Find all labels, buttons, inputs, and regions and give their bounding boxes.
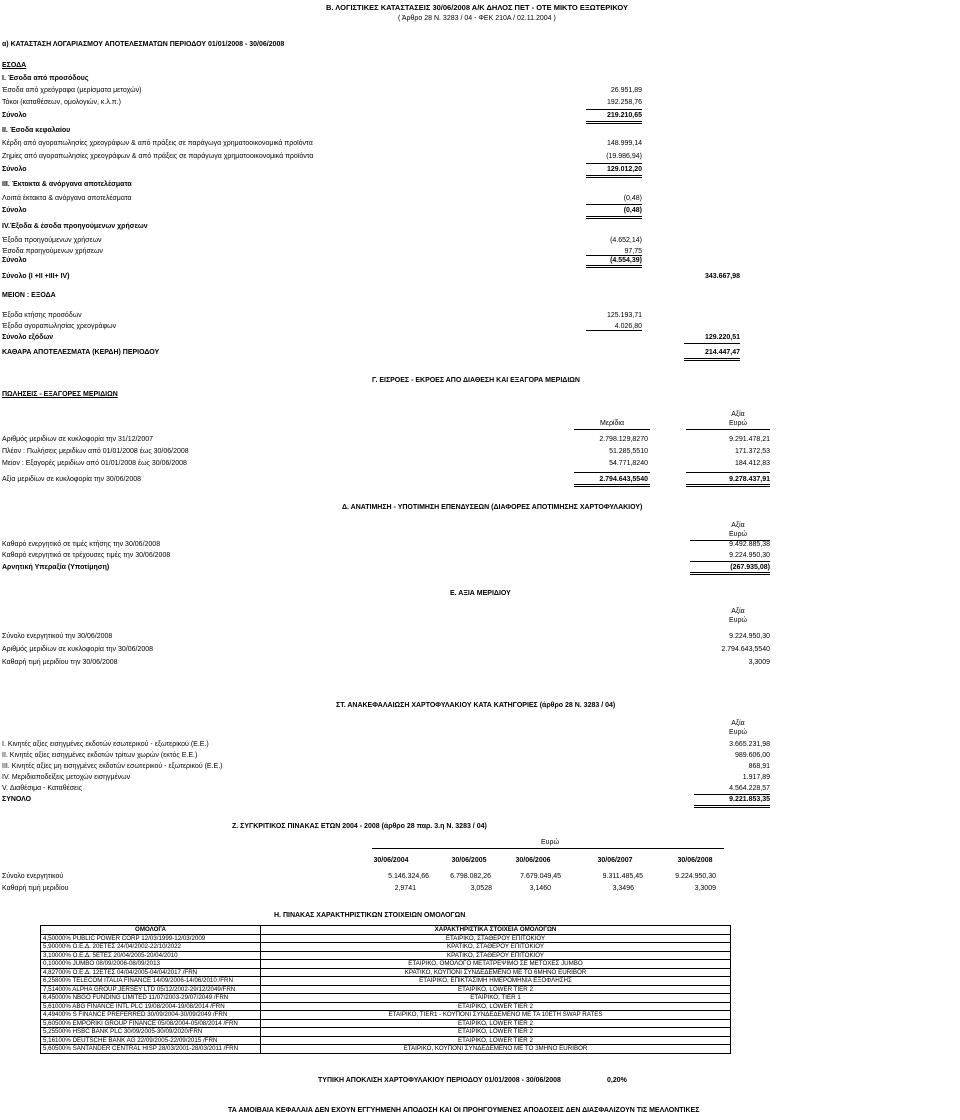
valuation-col-2: Ευρώ	[729, 531, 747, 538]
expense-row-label: Έξοδα κτήσης προσόδων	[2, 312, 82, 319]
bond-features: ΕΤΑΙΡΙΚΟ, TIER1 - ΚΟΥΠΟΝΙ ΣΥΝΔΕΔΕΜΕΝΟ ΜΕ ΤΑ 10ΕΤΗ SWAP RATES	[261, 1011, 731, 1020]
portfolio-row-value: 1.917,89	[742, 774, 770, 781]
section-3-total: (0,48)	[623, 207, 642, 214]
bond-features: ΕΤΑΙΡΙΚΟ, LOWER TIER 2	[261, 985, 731, 994]
total-double-rule	[586, 216, 642, 219]
flows-row-units: 51.285,5510	[609, 448, 648, 455]
bond-name: 5,90000% Ο.Ε.Δ. 20ΕΤΕΣ 24/04/2002-22/10/2022	[41, 943, 261, 952]
portfolio-row-label: ΙV. Μεριδιαποδείξεις μετοχών εισηγμένων	[2, 774, 131, 781]
results-title: α) ΚΑΤΑΣΤΑΣΗ ΛΟΓΑΡΙΑΣΜΟΥ ΑΠΟΤΕΛΕΣΜΑΤΩΝ ΠΕΡΙΟΔΟΥ 01/01/2008 - 30/06/2008	[2, 41, 285, 48]
bond-name: 6,25800% TELECOM ITALIA FINANCE 14/09/2006-14/06/2010 /FRN	[41, 977, 261, 986]
unit-value-row-value: 2.794.643,5540	[721, 646, 770, 653]
total-double-rule	[586, 121, 642, 124]
std-deviation-label: ΤΥΠΙΚΗ ΑΠΟΚΛΙΣΗ ΧΑΡΤΟΦΥΛΑΚΙΟΥ ΠΕΡΙΟΔΟΥ 01/01/2008 - 30/06/2008	[318, 1077, 561, 1084]
grand-total-label: Σύνολο (Ι +ΙΙ +ΙΙΙ+ ΙV)	[2, 273, 70, 280]
comparison-row-label: Σύνολο ενεργητικού	[2, 873, 64, 880]
flows-total-label: Αξία μεριδίων σε κυκλοφορία την 30/06/2008	[2, 476, 142, 483]
portfolio-col-1: Αξία	[731, 720, 745, 727]
flows-subtitle: ΠΩΛΗΣΕΙΣ - ΕΞΑΓΟΡΕΣ ΜΕΡΙΔΙΩΝ	[2, 391, 118, 398]
bond-name: 4,50000% PUBLIC POWER CORP 12/03/1999-12/03/2009	[41, 934, 261, 943]
section-1-row-label: Έσοδα από χρεόγραφα (μερίσματα μετοχών)	[2, 87, 142, 94]
section-3-heading: ΙΙΙ. Έκτακτα & ανόργανα αποτελέσματα	[2, 181, 132, 188]
section-4-row-value: 97,75	[624, 248, 642, 255]
subtotal-rule	[684, 343, 740, 344]
subtotal-rule	[686, 472, 770, 473]
valuation-col-1: Αξία	[731, 522, 745, 529]
flows-row-units: 2.798.129,8270	[599, 436, 648, 443]
comparison-title: Ζ. ΣΥΓΚΡΙΤΙΚΟΣ ΠΙΝΑΚΑΣ ΕΤΩΝ 2004 - 2008 (άρθρο 28 παρ. 3.η Ν. 3283 / 04)	[232, 823, 487, 830]
section-3-row-value: (0,48)	[623, 195, 642, 202]
flows-row-value: 9.291.478,21	[729, 436, 770, 443]
subtotal-rule	[586, 163, 642, 164]
table-row	[41, 994, 731, 1003]
table-row	[41, 968, 731, 977]
section-4-heading: ΙV.Έξοδα & έσοδα προηγούμενων χρήσεων	[2, 223, 148, 230]
table-row	[41, 934, 731, 943]
portfolio-row-label: ΙΙ. Κινητές αξίες εισηγμένες εκδοτών τρίτων χωρών (εκτός Ε.Ε.)	[2, 752, 198, 759]
section-1-row-value: 26.951,89	[610, 87, 642, 94]
bond-name: 5,16100% DEUTSCHE BANK AG 22/09/2005-22/09/2015 /FRN	[41, 1036, 261, 1045]
section-2-row-value: 148.999,14	[606, 140, 642, 147]
section-2-total-label: Σύνολο	[2, 166, 27, 173]
section-1-row-value: 192.258,76	[606, 99, 642, 106]
comparison-date: 30/06/2007	[597, 857, 633, 864]
total-double-rule	[574, 484, 650, 487]
section-3-total-label: Σύνολο	[2, 207, 27, 214]
portfolio-row-value: 3.665.231,98	[729, 741, 770, 748]
disclaimer: ΤΑ ΑΜΟΙΒΑΙΑ ΚΕΦΑΛΑΙΑ ΔΕΝ ΕΧΟΥΝ ΕΓΓΥΗΜΕΝΗ ΑΠΟΔΟΣΗ ΚΑΙ ΟΙ ΠΡΟΗΓΟΥΜΕΝΕΣ ΑΠΟΔΟΣΕΙΣ ΔΕΝ ΔΙΑΣΦΑΛΙΖΟΥΝ ΤΙΣ ΜΕΛΛΟΝΤΙΚΕΣ	[228, 1107, 700, 1114]
table-row	[41, 951, 731, 960]
comparison-date: 30/06/2008	[677, 857, 713, 864]
unit-value-row-value: 3,3009	[748, 659, 770, 666]
expenses-heading: ΜΕΙΟΝ : ΕΞΟΔΑ	[2, 292, 56, 299]
net-result: 214.447,47	[704, 349, 740, 356]
unit-value-title: Ε. ΑΞΙΑ ΜΕΡΙΔΙΟΥ	[450, 590, 511, 597]
document-title: Β. ΛΟΓΙΣΤΙΚΕΣ ΚΑΤΑΣΤΑΣΕΙΣ 30/06/2008 Α/Κ ΔΗΛΟΣ ΠΕΤ - ΟΤΕ ΜΙΚΤΟ ΕΞΩΤΕΡΙΚΟΥ	[326, 3, 629, 12]
expense-row-value: 4.026,80	[614, 323, 642, 330]
portfolio-col-2: Ευρώ	[729, 729, 747, 736]
expense-row-value: 125.193,71	[606, 312, 642, 319]
bond-features: ΕΤΑΙΡΙΚΟ, ΣΤΑΘΕΡΟΥ ΕΠΙΤΟΚΙΟΥ	[261, 934, 731, 943]
table-row	[41, 960, 731, 969]
table-row	[41, 1028, 731, 1037]
unit-value-row-value: 9.224.950,30	[729, 633, 770, 640]
flows-total-value: 9.278.437,91	[729, 476, 770, 483]
bond-features: ΕΤΑΙΡΙΚΟ, LOWER TIER 2	[261, 1002, 731, 1011]
comparison-cell: 7.679.049,45	[520, 873, 561, 880]
section-1-row-label: Τόκοι (καταθέσεων, ομολογιών, κ.λ.π.)	[2, 99, 121, 106]
portfolio-row-label: Ι. Κινητές αξίες εισηγμένες εκδοτών εσωτερικού - εξωτερικού (Ε.Ε.)	[2, 741, 209, 748]
expenses-total-label: Σύνολο εξόδων	[2, 334, 54, 341]
comparison-cell: 2,9741	[394, 885, 416, 892]
portfolio-row-value: 4.564.228,57	[729, 785, 770, 792]
income-heading: ΕΣΟΔΑ	[2, 62, 27, 69]
bond-name: 5,60500% EMPORIKI GROUP FINANCE 05/08/2004-05/08/2014 /FRN	[41, 1019, 261, 1028]
valuation-total-label: Αρνητική Υπεραξία (Υποτίμηση)	[2, 564, 110, 571]
table-header-row	[41, 926, 731, 935]
portfolio-title: ΣΤ. ΑΝΑΚΕΦΑΛΑΙΩΣΗ ΧΑΡΤΟΦΥΛΑΚΙΟΥ ΚΑΤΑ ΚΑΤΗΓΟΡΙΕΣ (άρθρο 28 Ν. 3283 / 04)	[336, 702, 616, 709]
subtotal-rule	[574, 472, 650, 473]
comparison-cell: 3,3009	[694, 885, 716, 892]
bond-features: ΚΡΑΤΙΚΟ, ΚΟΥΠΟΝΙ ΣΥΝΔΕΔΕΜΕΝΟ ΜΕ ΤΟ 6ΜΗΝΟ EURIBOR	[261, 968, 731, 977]
flows-title: Γ. ΕΙΣΡΟΕΣ - ΕΚΡΟΕΣ ΑΠΟ ΔΙΑΘΕΣΗ ΚΑΙ ΕΞΑΓΟΡΑ ΜΕΡΙΔΙΩΝ	[372, 377, 580, 384]
comparison-cell: 3,1460	[529, 885, 551, 892]
flows-col-value-1: Αξία	[731, 411, 745, 418]
comparison-date: 30/06/2005	[451, 857, 487, 864]
unit-value-row-label: Σύνολο ενεργητικού την 30/06/2008	[2, 633, 113, 640]
valuation-title: Δ. ΑΝΑΤΙΜΗΣΗ - ΥΠΟΤΙΜΗΣΗ ΕΠΕΝΔΥΣΕΩΝ (ΔΙΑΦΟΡΕΣ ΑΠΟΤΙΜΗΣΗΣ ΧΑΡΤΟΦΥΛΑΚΙΟΥ)	[342, 504, 643, 511]
comparison-cell: 6.798.082,26	[450, 873, 491, 880]
section-2-row-label: Κέρδη από αγοραπωλησίες χρεογράφων & από πράξεις σε παράγωγα χρηματοοικονομικά προϊόντα	[2, 140, 313, 147]
flows-row-label: Μείον : Εξαγορές μεριδίων από 01/01/2008 έως 30/06/2008	[2, 460, 187, 467]
grand-total: 343.667,98	[704, 273, 740, 280]
flows-row-label: Αριθμός μεριδίων σε κυκλοφορία την 31/12/2007	[2, 436, 153, 443]
unit-value-col-2: Ευρώ	[729, 617, 747, 624]
subtotal-rule	[586, 109, 642, 110]
bond-features: ΚΡΑΤΙΚΟ, ΣΤΑΘΕΡΟΥ ΕΠΙΤΟΚΙΟΥ	[261, 951, 731, 960]
total-double-rule	[586, 175, 642, 178]
table-row	[41, 1002, 731, 1011]
column-rule	[574, 429, 650, 430]
comparison-date: 30/06/2004	[373, 857, 409, 864]
bonds-col-header: ΟΜΟΛΟΓΑ	[41, 926, 261, 935]
comparison-cell: 9.311.485,45	[602, 873, 643, 880]
valuation-row-value: 9.492.885,38	[729, 541, 770, 548]
flows-col-value-2: Ευρώ	[729, 420, 747, 427]
section-4-total-label: Σύνολο	[2, 257, 27, 264]
unit-value-row-label: Καθαρή τιμή μεριδίου την 30/06/2008	[2, 659, 118, 666]
section-4-total: (4.554,39)	[610, 257, 642, 264]
total-double-rule	[684, 358, 740, 361]
bond-features: ΕΤΑΙΡΙΚΟ, ΚΟΥΠΟΝΙ ΣΥΝΔΕΔΕΜΕΝΟ ΜΕ ΤΟ 3ΜΗΝΟ EURIBOR	[261, 1045, 731, 1054]
portfolio-row-label: ΙΙΙ. Κινητές αξίες μη εισηγμένες εκδοτών εσωτερικού - εξωτερικού (Ε.Ε.)	[2, 763, 223, 770]
table-row	[41, 1036, 731, 1045]
flows-row-label: Πλέον : Πωλήσεις μεριδίων από 01/01/2008 έως 30/06/2008	[2, 448, 189, 455]
section-1-total-label: Σύνολο	[2, 112, 27, 119]
flows-row-value: 184.412,83	[734, 460, 770, 467]
valuation-row-value: 9.224.950,30	[729, 552, 770, 559]
portfolio-total: 9.221.853,35	[729, 796, 770, 803]
bond-features: ΚΡΑΤΙΚΟ, ΣΤΑΘΕΡΟΥ ΕΠΙΤΟΚΙΟΥ	[261, 943, 731, 952]
section-4-row-label: Έξοδα προηγούμενων χρήσεων	[2, 237, 102, 244]
flows-col-units: Μερίδια	[600, 420, 624, 427]
bond-name: 5,60500% SANTANDER CENTRAL HISP 28/03/2001-28/03/2011 /FRN	[41, 1045, 261, 1054]
expenses-total: 129.220,51	[704, 334, 740, 341]
section-2-heading: ΙΙ. Έσοδα κεφαλαίου	[2, 127, 71, 134]
bond-name: 6,45000% NBGO FUNDING LIMITED 11/07/2003-29/07/2049 /FRN	[41, 994, 261, 1003]
valuation-total: (267.935,08)	[730, 564, 770, 571]
section-1-total: 219.210,65	[606, 112, 642, 119]
bond-name: 0,10000% JUMBO 08/09/2006-08/09/2013	[41, 960, 261, 969]
bonds-title: Η. ΠΙΝΑΚΑΣ ΧΑΡΑΚΤΗΡΙΣΤΙΚΩΝ ΣΤΟΙΧΕΙΩΝ ΟΜΟΛΟΓΩΝ	[274, 912, 466, 919]
section-4-row-value: (4.652,14)	[610, 237, 642, 244]
table-row	[41, 977, 731, 986]
flows-total-units: 2.794.643,5540	[599, 476, 648, 483]
bond-features: ΕΤΑΙΡΙΚΟ, LOWER TIER 2	[261, 1028, 731, 1037]
comparison-currency-rule	[372, 848, 724, 849]
features-col-header: ΧΑΡΑΚΤΗΡΙΣΤΙΚΑ ΣΤΟΙΧΕΙΑ ΟΜΟΛΟΓΩΝ	[261, 926, 731, 935]
unit-value-col-1: Αξία	[731, 608, 745, 615]
comparison-cell: 3,3496	[612, 885, 634, 892]
table-row	[41, 985, 731, 994]
section-3-row-label: Λοιπά έκτακτα & ανόργανα αποτελέσματα	[2, 195, 132, 202]
section-1-heading: Ι. Έσοδα από προσόδους	[2, 75, 89, 82]
valuation-row-label: Καθαρό ενεργητικό σε τρέχουσες τιμές την 30/06/2008	[2, 552, 171, 559]
section-2-row-value: (19.986,94)	[606, 153, 642, 160]
table-row	[41, 1019, 731, 1028]
section-2-row-label: Ζημίες από αγοραπωλησίες χρεογράφων & από πράξεις σε παράγωγα χρηματοοικονομικά προϊόντα	[2, 153, 314, 160]
column-rule	[686, 429, 770, 430]
bond-name: 5,25500% HSBC BANK PLC 30/09/2005-30/09/2020/FRN	[41, 1028, 261, 1037]
document-subtitle: ( Άρθρο 28 Ν. 3283 / 04 - ΦΕΚ 210Α / 02.11.2004 )	[398, 15, 556, 22]
bond-features: ΕΤΑΙΡΙΚΟ, TIER 1	[261, 994, 731, 1003]
total-double-rule	[690, 572, 770, 575]
subtotal-rule	[586, 330, 642, 331]
section-2-total: 129.012,20	[606, 166, 642, 173]
comparison-currency: Ευρώ	[541, 839, 559, 846]
bond-features: ΕΤΑΙΡΙΚΟ, LOWER TIER 2	[261, 1036, 731, 1045]
bonds-table	[40, 925, 731, 1054]
comparison-cell: 9.224.950,30	[675, 873, 716, 880]
flows-row-value: 171.372,53	[734, 448, 770, 455]
std-deviation-value: 0,20%	[607, 1077, 627, 1084]
valuation-row-label: Καθαρό ενεργητικό σε τιμές κτήσης την 30/06/2008	[2, 541, 161, 548]
portfolio-total-label: ΣΥΝΟΛΟ	[2, 796, 32, 803]
comparison-date: 30/06/2006	[515, 857, 551, 864]
comparison-row-label: Καθαρή τιμή μεριδίου	[2, 885, 69, 892]
comparison-cell: 5.146.324,66	[388, 873, 429, 880]
bond-features: ΕΤΑΙΡΙΚΟ, ΕΠΙΚΤΑΣΙΜΗ ΗΜΕΡΟΜΗΝΙΑ ΕΞΟΦΛΗΣΗΣ	[261, 977, 731, 986]
portfolio-row-value: 989.606,00	[734, 752, 770, 759]
comparison-cell: 3,0528	[470, 885, 492, 892]
portfolio-row-value: 868,91	[748, 763, 770, 770]
bond-name: 7,51400% ALPHA GROUP JERSEY LTD 05/12/2002-29/12/2049/FRN	[41, 985, 261, 994]
total-double-rule	[694, 805, 770, 808]
portfolio-row-label: V. Διαθέσιμα - Καταθέσεις	[2, 785, 83, 792]
subtotal-rule	[586, 204, 642, 205]
net-result-label: ΚΑΘΑΡΑ ΑΠΟΤΕΛΕΣΜΑΤΑ (ΚΕΡΔΗ) ΠΕΡΙΟΔΟΥ	[2, 349, 160, 356]
expense-row-label: Έξοδα αγοραπωλησίας χρεογράφων	[2, 323, 117, 330]
bond-name: 5,61000% ABG FINANCE INTL PLC 19/08/2004-19/08/2014 /FRN	[41, 1002, 261, 1011]
bond-features: ΕΤΑΙΡΙΚΟ, ΟΜΟΛΟΓΟ ΜΕΤΑΤΡΕΨΙΜΟ ΣΕ ΜΕΤΟΧΕΣ JUMBO	[261, 960, 731, 969]
bond-name: 3,10000% Ο.Ε.Δ. 5ΕΤΕΣ 20/04/2005-20/04/2010	[41, 951, 261, 960]
unit-value-row-label: Αριθμός μεριδίων σε κυκλοφορία την 30/06/2008	[2, 646, 153, 653]
bond-features: ΕΤΑΙΡΙΚΟ, LOWER TIER 2	[261, 1019, 731, 1028]
total-double-rule	[686, 484, 770, 487]
section-4-row-label: Έσοδα προηγούμενων χρήσεων	[2, 248, 103, 255]
table-row	[41, 1011, 731, 1020]
bond-name: 4,82700% Ο.Ε.Δ. 12ΕΤΕΣ 04/04/2005-04/04/2017 /FRN	[41, 968, 261, 977]
table-row	[41, 943, 731, 952]
subtotal-rule	[690, 561, 770, 562]
table-row	[41, 1045, 731, 1054]
total-double-rule	[586, 265, 642, 268]
flows-row-units: 54.771,8240	[609, 460, 648, 467]
bond-name: 4,49400% S FINANCE PREFERRED 30/09/2004-30/09/2049 /FRN	[41, 1011, 261, 1020]
